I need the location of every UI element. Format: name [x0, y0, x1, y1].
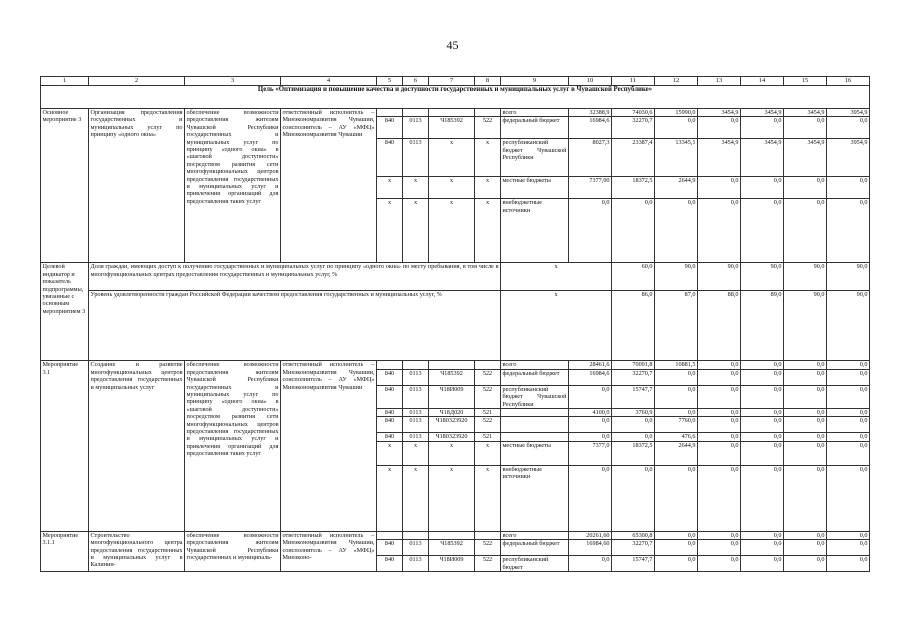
table-cell: 0,0	[741, 177, 784, 199]
table-cell: федеральный бюджет	[501, 117, 569, 139]
budget-table	[40, 76, 870, 572]
table-cell: 522	[475, 556, 501, 572]
table-cell	[501, 433, 569, 441]
table-cell: Мероприятие 3.1	[41, 361, 89, 531]
table-cell: 12	[655, 77, 698, 86]
table-cell: 0,0	[698, 417, 741, 433]
table-cell: 521	[475, 433, 501, 441]
table-cell: 88,0	[698, 291, 741, 361]
table-cell: 7760,0	[655, 417, 698, 433]
table-cell: всего	[501, 109, 569, 117]
table-cell: 90,0	[741, 263, 784, 291]
table-cell: республиканский бюджет Чувашской Республики	[501, 139, 569, 177]
table-cell: 0,0	[612, 417, 655, 433]
table-cell: 0,0	[741, 441, 784, 465]
table-cell: 0113	[403, 409, 429, 417]
table-cell: 90,0	[784, 291, 827, 361]
goal-row	[41, 86, 870, 109]
table-cell: Ч18И009	[429, 556, 475, 572]
table-cell: 3	[185, 77, 281, 86]
table-cell: 522	[475, 540, 501, 556]
table-cell: 32270,7	[612, 369, 655, 385]
table-cell: 0,0	[827, 369, 870, 385]
table-cell: 522	[475, 117, 501, 139]
table-cell: 522	[475, 417, 501, 433]
table-cell: 3954,9	[827, 139, 870, 177]
table-cell: 0,0	[827, 117, 870, 139]
table-cell: 0,0	[784, 385, 827, 408]
table-cell: 840	[377, 409, 403, 417]
table-cell: всего	[501, 531, 569, 539]
table-cell: 840	[377, 369, 403, 385]
table-cell: 32388,9	[569, 109, 612, 117]
table-cell: 0,0	[741, 369, 784, 385]
table-cell: 0,0	[698, 385, 741, 408]
table-cell: 522	[475, 369, 501, 385]
table-cell: 0,0	[784, 409, 827, 417]
table-cell: 2644,9	[655, 177, 698, 199]
table-cell: 0,0	[612, 433, 655, 441]
table-cell: 28461,6	[569, 361, 612, 369]
table-row	[41, 531, 870, 539]
table-cell: 0,0	[741, 531, 784, 539]
table-cell: 0,0	[655, 117, 698, 139]
table-cell: х	[403, 199, 429, 263]
table-cell: 11	[612, 77, 655, 86]
table-cell: 0,0	[784, 417, 827, 433]
table-cell: х	[429, 177, 475, 199]
table-cell: 90,0	[827, 263, 870, 291]
table-cell: внебюджетные источники	[501, 199, 569, 263]
table-cell: 0,0	[741, 361, 784, 369]
table-cell: 20261,60	[569, 531, 612, 539]
table-cell: 0,0	[741, 433, 784, 441]
table-cell	[403, 361, 429, 369]
table-cell	[429, 531, 475, 539]
table-cell: Ч180323920	[429, 433, 475, 441]
table-cell: х	[403, 465, 429, 531]
table-cell: 0,0	[741, 409, 784, 417]
table-cell: 0,0	[784, 531, 827, 539]
table-cell: 0,0	[698, 369, 741, 385]
table-cell: 0,0	[784, 369, 827, 385]
table-cell: 16984,60	[569, 540, 612, 556]
table-cell: Основное мероприятие 3	[41, 109, 89, 263]
table-cell: х	[377, 441, 403, 465]
table-cell: 23387,4	[612, 139, 655, 177]
table-cell: 0,0	[698, 531, 741, 539]
table-cell: 3454,9	[784, 109, 827, 117]
table-cell: 0,0	[827, 409, 870, 417]
table-cell: 18372,5	[612, 177, 655, 199]
table-cell: х	[475, 199, 501, 263]
table-cell: Ч180323920	[429, 417, 475, 433]
table-cell	[377, 109, 403, 117]
table-cell: обеспечение возможности предоставления жителям Чувашской Республики государственных и муниципальных услуг по принципу «одного окна» в «шаговой доступности» посредством развития сети многофункциональных центров предоставления государственных и муниципальных услуг и привлечения организаций для предоставления таких услуг	[185, 109, 281, 263]
table-cell: всего	[501, 361, 569, 369]
table-cell: обеспечение возможности предоставления жителям Чувашской Республики государственных и муниципаль-	[185, 531, 281, 571]
table-cell: 0,0	[784, 433, 827, 441]
table-cell: 0,0	[784, 465, 827, 531]
table-cell: Ч185392	[429, 540, 475, 556]
table-cell: Уровень удовлетворенности граждан Российской Федерации качеством предоставления государственных и муниципальных услуг, %	[89, 291, 501, 361]
table-cell: 4	[281, 77, 377, 86]
table-cell	[501, 409, 569, 417]
table-cell: 0,0	[698, 117, 741, 139]
table-cell: 0,0	[612, 199, 655, 263]
column-header-row	[41, 77, 870, 86]
table-cell: 0,0	[827, 556, 870, 572]
table-cell: 840	[377, 117, 403, 139]
table-cell: федеральный бюджет	[501, 369, 569, 385]
table-cell: 0,0	[655, 385, 698, 408]
table-cell: 0,0	[698, 441, 741, 465]
table-cell: 0,0	[827, 433, 870, 441]
table-cell: 15990,0	[655, 109, 698, 117]
table-cell: 13345,1	[655, 139, 698, 177]
table-cell: 0,0	[655, 409, 698, 417]
table-cell: х	[403, 177, 429, 199]
table-cell: Создание и развитие многофункциональных центров предоставления государственных и муниципальных услуг	[89, 361, 185, 531]
table-cell: федеральный бюджет	[501, 540, 569, 556]
table-cell: 0,0	[569, 465, 612, 531]
table-cell: 0,0	[655, 531, 698, 539]
table-cell: х	[377, 177, 403, 199]
table-cell	[501, 417, 569, 433]
table-cell: х	[475, 441, 501, 465]
table-cell: 8	[475, 77, 501, 86]
table-cell: 16	[827, 77, 870, 86]
table-cell: 0113	[403, 117, 429, 139]
table-cell: ответственный исполнитель – Минэкономразвития Чувашии, соисполнитель – АУ «МФЦ» Минэкономразвития Чувашии	[281, 361, 377, 531]
indicator-row	[41, 263, 870, 291]
table-cell	[403, 109, 429, 117]
table-cell: Доля граждан, имеющих доступ к получению государственных и муниципальных услуг по принципу «одного окна» по месту пребывания, в том числе в многофункциональных центрах предоставления государственных и муниципальных услуг, %	[89, 263, 501, 291]
table-cell: 840	[377, 139, 403, 177]
table-cell: 4100,0	[569, 409, 612, 417]
table-cell: 8027,3	[569, 139, 612, 177]
table-cell: 0,0	[741, 199, 784, 263]
indicator-row	[41, 291, 870, 361]
table-row	[41, 109, 870, 117]
table-cell: 0,0	[784, 540, 827, 556]
table-cell: 0,0	[784, 556, 827, 572]
table-cell: 0,0	[698, 199, 741, 263]
table-cell: 0,0	[784, 199, 827, 263]
table-cell: обеспечение возможности предоставления жителям Чувашской Республики государственных и муниципальных услуг по принципу «одного окна» в «шаговой доступности» посредством развития сети многофункциональных центров предоставления государственных и муниципальных услуг и привлечения организаций для предоставления таких услуг	[185, 361, 281, 531]
table-cell	[377, 361, 403, 369]
table-cell: 89,0	[741, 291, 784, 361]
table-cell: 0,0	[827, 177, 870, 199]
table-cell	[403, 531, 429, 539]
table-cell: 1	[41, 77, 89, 86]
table-cell: 0,0	[741, 385, 784, 408]
table-cell: 0,0	[827, 441, 870, 465]
table-cell: 476,6	[655, 433, 698, 441]
table-cell: Ч185392	[429, 117, 475, 139]
table-cell: 3454,9	[698, 109, 741, 117]
table-cell	[475, 361, 501, 369]
table-cell	[429, 109, 475, 117]
table-cell: 0,0	[569, 433, 612, 441]
table-cell: 0113	[403, 369, 429, 385]
table-cell	[475, 109, 501, 117]
table-cell: х	[429, 139, 475, 177]
table-cell: 0,0	[741, 465, 784, 531]
table-cell: х	[429, 199, 475, 263]
table-cell: 0,0	[569, 199, 612, 263]
table-cell: 0,0	[569, 417, 612, 433]
table-cell: 0,0	[655, 369, 698, 385]
table-cell: 7	[429, 77, 475, 86]
table-cell: местные бюджеты	[501, 441, 569, 465]
table-cell: 3454,9	[741, 109, 784, 117]
table-cell: 16984,6	[569, 369, 612, 385]
table-cell: 0,0	[698, 433, 741, 441]
table-cell: х	[475, 465, 501, 531]
table-cell: 3954,9	[827, 109, 870, 117]
table-cell: 840	[377, 417, 403, 433]
table-cell: Ч185392	[429, 369, 475, 385]
table-cell: 0,0	[569, 385, 612, 408]
table-cell: 13	[698, 77, 741, 86]
table-cell: 0,0	[741, 417, 784, 433]
table-cell: х	[429, 465, 475, 531]
table-cell: 521	[475, 409, 501, 417]
table-cell: ответственный исполнитель – Минэкономразвития Чувашии, соисполнитель – АУ «МФЦ» Минэконо-	[281, 531, 377, 571]
table-cell: 70091,8	[612, 361, 655, 369]
table-cell: 74030,6	[612, 109, 655, 117]
table-cell: 3760,9	[612, 409, 655, 417]
table-cell: 0113	[403, 556, 429, 572]
table-cell: 0,0	[698, 556, 741, 572]
table-cell: 0,0	[698, 540, 741, 556]
table-cell: республиканский бюджет Чувашской Республики	[502, 385, 567, 408]
table-cell: 86,0	[612, 291, 655, 361]
page-number: 45	[446, 38, 459, 52]
table-cell: 90,0	[827, 291, 870, 361]
table-cell: 7377,0	[569, 441, 612, 465]
table-cell: 10881,5	[655, 361, 698, 369]
table-cell: Цель «Оптимизация и повышение качества и доступности государственных и муниципальных услуг в Чувашской Республике»	[41, 86, 870, 109]
table-cell: 0,0	[827, 199, 870, 263]
table-cell: 840	[377, 540, 403, 556]
table-cell: 15747,7	[612, 385, 655, 408]
table-cell: 0,0	[784, 117, 827, 139]
table-cell: 0,0	[698, 465, 741, 531]
table-cell: 7377,00	[569, 177, 612, 199]
table-cell: 2	[89, 77, 185, 86]
table-cell: 87,0	[655, 291, 698, 361]
table-cell: 0,0	[655, 540, 698, 556]
table-cell: 2644,9	[655, 441, 698, 465]
table-cell: 0,0	[827, 531, 870, 539]
table-cell: 840	[377, 385, 403, 408]
table-cell: х	[475, 177, 501, 199]
table-cell: 0,0	[698, 409, 741, 417]
table-cell: 90,0	[655, 263, 698, 291]
table-cell: х	[377, 465, 403, 531]
table-cell: 840	[377, 556, 403, 572]
table-cell: Целевой индикатор и показатель подпрограммы, увязанные с основным мероприятием 3	[41, 263, 89, 361]
table-cell	[475, 531, 501, 539]
table-cell: 0,0	[741, 556, 784, 572]
table-cell: Мероприятие 3.1.1	[41, 531, 89, 571]
table-cell: 0,0	[827, 465, 870, 531]
table-cell: х	[501, 263, 612, 291]
table-cell: 0,0	[741, 540, 784, 556]
table-cell: 3454,9	[784, 139, 827, 177]
table-cell: 0,0	[741, 117, 784, 139]
table-cell: 14	[741, 77, 784, 86]
table-cell: внебюджетные источники	[501, 465, 569, 531]
table-cell: 0,0	[827, 540, 870, 556]
table-cell: 0,0	[827, 361, 870, 369]
table-cell: 5	[377, 77, 403, 86]
table-cell: Организация предоставления государственных и муниципальных услуг по принципу «одного окна»	[89, 109, 185, 263]
table-cell: 0,0	[784, 441, 827, 465]
table-cell: 0113	[403, 433, 429, 441]
table-cell: 9	[501, 77, 569, 86]
table-cell: 0113	[403, 540, 429, 556]
table-cell: 60,0	[612, 263, 655, 291]
table-cell: республиканский бюджет	[501, 556, 569, 572]
table-cell: 18372,5	[612, 441, 655, 465]
table-cell: 15747,7	[612, 556, 655, 572]
table-cell	[429, 361, 475, 369]
table-cell: Ч18Д020	[429, 409, 475, 417]
table-cell: 0113	[403, 139, 429, 177]
table-cell: х	[403, 441, 429, 465]
table-cell: 0,0	[655, 465, 698, 531]
table-cell: 0,0	[698, 361, 741, 369]
table-cell: 0,0	[827, 417, 870, 433]
table-cell: 32270,7	[612, 117, 655, 139]
table-cell: х	[475, 139, 501, 177]
table-cell: 3454,9	[741, 139, 784, 177]
table-cell: 840	[377, 433, 403, 441]
table-cell: 65300,8	[612, 531, 655, 539]
table-cell: 6	[403, 77, 429, 86]
table-cell: 32270,7	[612, 540, 655, 556]
table-cell: 0,0	[655, 556, 698, 572]
table-cell: 3454,9	[698, 139, 741, 177]
table-cell: 16984,6	[569, 117, 612, 139]
table-cell: 0,0	[612, 465, 655, 531]
table-cell: 522	[475, 385, 501, 408]
table-cell: 0113	[403, 385, 429, 408]
table-cell: 0,0	[784, 177, 827, 199]
table-cell: х	[377, 199, 403, 263]
table-cell: Ч18И009	[429, 385, 475, 408]
table-cell	[377, 531, 403, 539]
table-cell: 0,0	[784, 361, 827, 369]
table-cell: 90,0	[698, 263, 741, 291]
table-cell: 90,0	[784, 263, 827, 291]
table-cell: 10	[569, 77, 612, 86]
table-cell: 0113	[403, 417, 429, 433]
table-cell: 15	[784, 77, 827, 86]
table-cell: ответственный исполнитель – Минэкономразвития Чувашии, соисполнитель – АУ «МФЦ» Минэкономразвития Чувашии	[281, 109, 377, 263]
table-row	[41, 361, 870, 369]
table-cell: Строительство многофункционального центра предоставления государственных и муниципальных услуг в Калинин-	[89, 531, 185, 571]
table-cell: х	[429, 441, 475, 465]
table-cell: 0,0	[655, 199, 698, 263]
table-cell: 0,0	[698, 177, 741, 199]
table-cell: 0,0	[569, 556, 612, 572]
table-cell: х	[501, 291, 612, 361]
table-cell: местные бюджеты	[501, 177, 569, 199]
table-cell: 0,0	[827, 385, 870, 408]
